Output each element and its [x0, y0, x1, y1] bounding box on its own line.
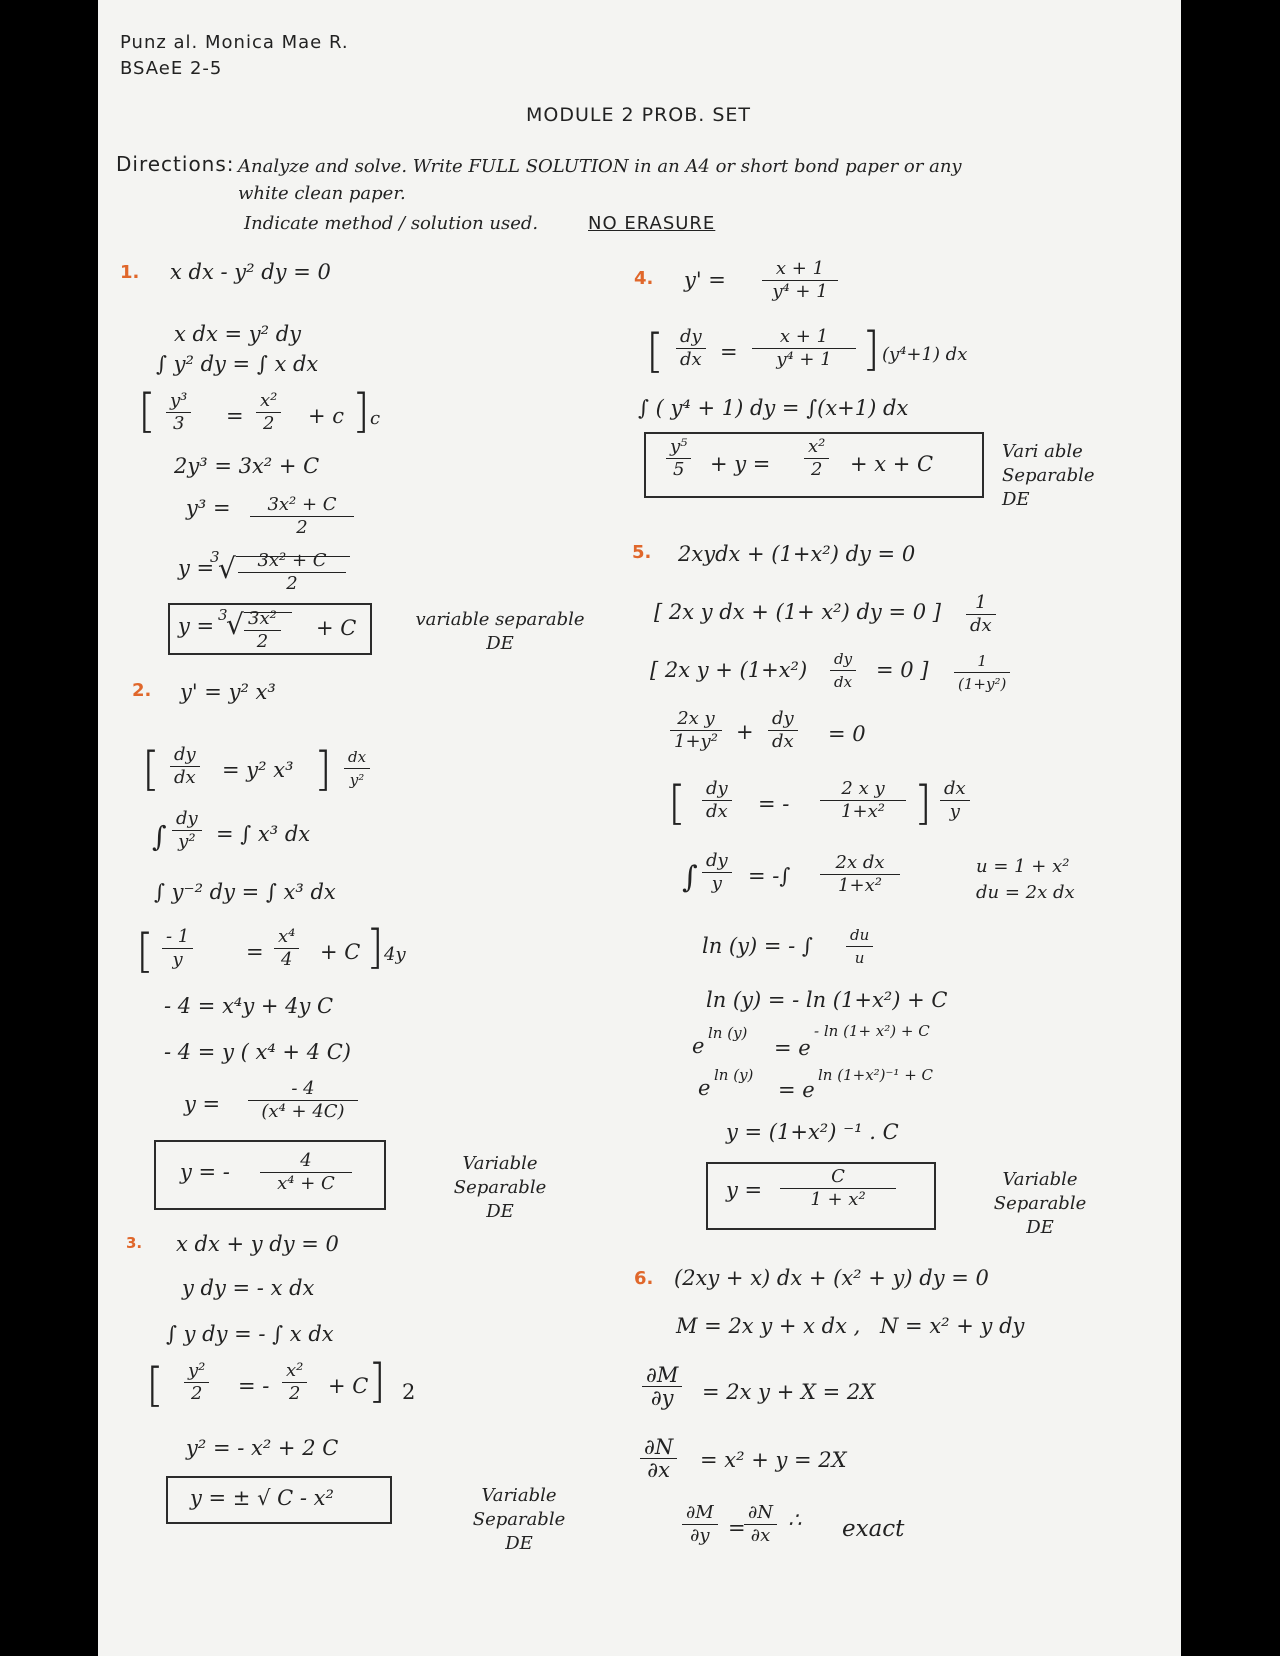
p1-step-3-equals: =: [226, 404, 244, 428]
p5-bracket-right: ]: [914, 776, 932, 830]
p5-step-8-rhs-e: = e: [774, 1036, 811, 1060]
p2-multiplier: $\frac{dx}{\text{y²}}$: [344, 746, 370, 791]
p1-step-4: 2y³ = 3x² + C: [174, 454, 320, 478]
problem-4-number: 4.: [634, 268, 654, 289]
problem-1-equation: x dx - y² dy = 0: [170, 260, 331, 284]
p5-substitution-du: du = 2x dx: [976, 882, 1075, 903]
page-title: MODULE 2 PROB. SET: [526, 104, 752, 126]
directions-line-2: white clean paper.: [238, 183, 406, 204]
p1-answer-lhs: y =: [178, 614, 215, 638]
p2-step-7-lhs: y =: [184, 1092, 221, 1116]
problem-3-equation: x dx + y dy = 0: [176, 1232, 339, 1256]
p2-step-2-integral: ∫: [152, 820, 167, 853]
p3-frac-y2: $\frac{\text{y²}}{2}$: [184, 1360, 209, 1405]
p5-step-4-frac2: $\frac{\text{2 x y}}{\text{1+x²}}$: [820, 778, 906, 823]
student-section: BSAeE 2-5: [120, 58, 223, 79]
p1-step-1: x dx = y² dy: [174, 322, 302, 346]
p5-step-9-exp: ln (y): [714, 1066, 754, 1084]
p6-check-frac-n: $\frac{\partial N}{\partial x}$: [744, 1502, 777, 1547]
p6-n-definition: N = x² + y dy: [880, 1314, 1025, 1338]
p1-step-6-index: 3: [210, 548, 220, 566]
p4-method: Vari able Separable DE: [1002, 441, 1095, 510]
p4-step-2: ∫ ( y⁴ + 1) dy = ∫(x+1) dx: [638, 396, 909, 420]
p4-answer-frac-x2: $\frac{\text{x²}}{2}$: [804, 436, 829, 481]
p5-step-4-eq: = -: [758, 792, 790, 816]
p1-step-6-frac: $\frac{\text{3x² + C}}{2}$: [238, 550, 346, 595]
p5-step-3-plus: +: [736, 720, 754, 744]
p2-multiplier-2: 4y: [384, 944, 406, 965]
directions-label: Directions:: [116, 152, 235, 176]
p3-frac-x2: $\frac{\text{x²}}{2}$: [282, 1360, 307, 1405]
p5-step-2-frac: $\frac{dy}{dx}$: [830, 648, 856, 693]
p5-step-8-rhs-exp: - ln (1+ x²) + C: [814, 1022, 930, 1040]
p2-step-7-frac: $\frac{- 4}{\text{(x⁴ + 4C)}}$: [248, 1078, 358, 1123]
p1-step-5-frac: $\frac{\text{3x² + C}}{2}$: [250, 494, 354, 539]
p5-step-6-lhs: ln (y) = - ∫: [702, 934, 813, 958]
p4-eq-lhs: y' =: [684, 268, 726, 292]
p5-step-10: y = (1+x²) ⁻¹ . C: [726, 1120, 899, 1144]
p5-step-5-frac2: $\frac{\text{2x dx}}{\text{1+x²}}$: [820, 852, 900, 897]
p3-step-3-equals: = -: [238, 1374, 270, 1398]
p2-answer-frac: $\frac{4}{\text{x⁴ + C}}$: [260, 1150, 352, 1195]
problem-2-equation: y' = y² x³: [180, 680, 276, 704]
p1-answer-tail: + C: [316, 616, 357, 640]
p5-answer-lhs: y =: [726, 1178, 763, 1202]
p6-check-equals: =: [728, 1516, 746, 1540]
p2-frac-neg1y: $\frac{- 1}{y}$: [162, 926, 193, 971]
directions-line-1: Analyze and solve. Write FULL SOLUTION in an A4 or short bond paper or any: [238, 156, 962, 177]
p1-step-5-lhs: y³ =: [186, 496, 231, 520]
p2-step-2-rhs: = ∫ x³ dx: [216, 822, 311, 846]
p5-step-4-mult: $\frac{dx}{y}$: [940, 778, 970, 823]
p2-step-5: - 4 = x⁴y + 4y C: [164, 994, 334, 1018]
p3-answer: y = ± √ C - x²: [190, 1486, 334, 1510]
p1-frac-y3: $\frac{\text{y³}}{3}$: [166, 390, 191, 435]
p5-step-4-frac1: $\frac{dy}{dx}$: [702, 778, 732, 823]
p4-answer-tail: + x + C: [850, 452, 934, 476]
p6-check-frac-m: $\frac{\partial M}{\partial y}$: [682, 1502, 718, 1547]
p2-step-6: - 4 = y ( x⁴ + 4 C): [164, 1040, 351, 1064]
p4-answer-mid: + y =: [710, 452, 771, 476]
p4-bracket-left: [: [646, 324, 664, 378]
p5-step-1-mult: $\frac{1}{dx}$: [966, 592, 996, 637]
p1-method: variable separable DE: [415, 609, 585, 654]
p5-step-3-frac1: $\frac{\text{2x y}}{\text{1+y²}}$: [670, 708, 722, 753]
problem-3-number: 3.: [126, 1234, 143, 1252]
p5-step-2-rhs: = 0 ]: [876, 658, 929, 682]
p3-step-2: ∫ y dy = - ∫ x dx: [166, 1322, 334, 1346]
p5-substitution-u: u = 1 + x²: [976, 856, 1070, 877]
p3-bracket-right: ]: [368, 1354, 386, 1408]
p2-frac-dydx: $\frac{dy}{dx}$: [170, 744, 200, 789]
p2-bracket-left-2: [: [136, 924, 154, 978]
p4-multiplier: (y⁴+1) dx: [882, 344, 968, 365]
p6-m-definition: M = 2x y + x dx ,: [676, 1314, 861, 1338]
problem-5-number: 5.: [632, 542, 652, 563]
problem-5-equation: 2xydx + (1+x²) dy = 0: [678, 542, 916, 566]
p1-multiplier: c: [370, 408, 381, 429]
p5-step-8-exp: ln (y): [708, 1024, 748, 1042]
p2-answer-lhs: y = -: [180, 1160, 230, 1184]
p4-answer-frac-y5: $\frac{\text{y⁵}}{5}$: [666, 436, 691, 481]
p5-step-2-mult: $\frac{1}{\text{(1+y²)}}$: [954, 650, 1010, 695]
p4-frac-dydx: $\frac{dy}{dx}$: [676, 326, 706, 371]
p3-multiplier: 2: [402, 1380, 416, 1404]
p6-exact-label: exact: [842, 1516, 905, 1542]
p5-step-5-eq: = -∫: [748, 864, 791, 888]
p4-step-1-equals: =: [720, 340, 738, 364]
p5-method: Variable Separable DE: [993, 1169, 1087, 1238]
p5-step-2-lhs: [ 2x y + (1+x²): [650, 658, 808, 682]
p2-step-4-equals: =: [246, 940, 264, 964]
p5-bracket-left: [: [668, 776, 686, 830]
directions-line-3: Indicate method / solution used.: [244, 213, 539, 234]
p2-frac-dyy2: $\frac{dy}{\text{y²}}$: [172, 808, 202, 853]
p6-partial-n-rhs: = x² + y = 2X: [700, 1448, 847, 1472]
p2-step-3: ∫ y⁻² dy = ∫ x³ dx: [154, 880, 336, 904]
p6-partial-n-frac: $\frac{\partial N}{\partial x}$: [640, 1436, 677, 1481]
p5-step-9-rhs-e: = e: [778, 1078, 815, 1102]
p3-step-1: y dy = - x dx: [182, 1276, 315, 1300]
no-erasure-note: NO ERASURE: [588, 213, 716, 234]
p5-step-3-rhs: = 0: [828, 722, 866, 746]
p5-step-9-e: e: [698, 1076, 711, 1100]
p5-step-8-e: e: [692, 1034, 705, 1058]
p2-frac-x4: $\frac{\text{x⁴}}{4}$: [274, 926, 299, 971]
p6-partial-m-rhs: = 2x y + X = 2X: [702, 1380, 876, 1404]
student-name: Punz al. Monica Mae R.: [120, 32, 349, 53]
p1-frac-x2: $\frac{\text{x²}}{2}$: [256, 390, 281, 435]
problem-2-number: 2.: [132, 680, 152, 701]
p2-step-1-rhs: = y² x³: [222, 758, 294, 782]
p5-step-5-frac1: $\frac{dy}{y}$: [702, 850, 732, 895]
p2-bracket-left: [: [142, 742, 160, 796]
p2-bracket-right: ]: [314, 742, 332, 796]
p5-step-3-frac2: $\frac{dy}{dx}$: [768, 708, 798, 753]
p3-method: Variable Separable DE: [472, 1485, 566, 1554]
paper-sheet: [98, 0, 1181, 1656]
p1-answer-frac: $\frac{\text{3x²}}{2}$: [244, 608, 281, 653]
p5-step-1: [ 2x y dx + (1+ x²) dy = 0 ]: [654, 600, 941, 624]
problem-1-number: 1.: [120, 262, 140, 283]
p4-bracket-right: ]: [862, 322, 880, 376]
p1-answer-radical: √: [226, 608, 244, 641]
p2-step-4-tail: + C: [320, 940, 361, 964]
problem-6-equation: (2xy + x) dx + (x² + y) dy = 0: [674, 1266, 989, 1290]
p1-step-3-tail: + c: [308, 404, 345, 428]
p2-method: Variable Separable DE: [453, 1153, 547, 1222]
p1-step-2: ∫ y² dy = ∫ x dx: [156, 352, 319, 376]
p1-bracket-right: ]: [352, 384, 370, 438]
p1-step-6-lhs: y =: [178, 556, 215, 580]
p3-step-3-tail: + C: [328, 1374, 369, 1398]
p1-answer-index: 3: [218, 606, 228, 624]
p5-step-9-rhs-exp: ln (1+x²)⁻¹ + C: [818, 1066, 934, 1084]
p1-bracket-left: [: [138, 384, 156, 438]
p2-bracket-right-2: ]: [366, 920, 384, 974]
p6-partial-m-frac: $\frac{\partial M}{\partial y}$: [642, 1364, 682, 1409]
p5-answer-frac: $\frac{C}{\text{1 + x²}}$: [780, 1166, 896, 1211]
p3-step-4: y² = - x² + 2 C: [186, 1436, 339, 1460]
p1-radical: √: [218, 552, 236, 585]
p5-step-7: ln (y) = - ln (1+x²) + C: [706, 988, 948, 1012]
problem-6-number: 6.: [634, 1268, 654, 1289]
p5-step-6-frac: $\frac{du}{u}$: [846, 924, 873, 969]
p6-therefore: ∴: [788, 1508, 802, 1532]
p4-step-1-frac: $\frac{x + 1}{\text{y⁴ + 1}}$: [752, 326, 856, 371]
p5-integral: ∫: [682, 860, 698, 895]
p3-bracket-left: [: [146, 1358, 164, 1412]
p4-eq-frac: $\frac{x + 1}{\text{y⁴ + 1}}$: [762, 258, 838, 303]
